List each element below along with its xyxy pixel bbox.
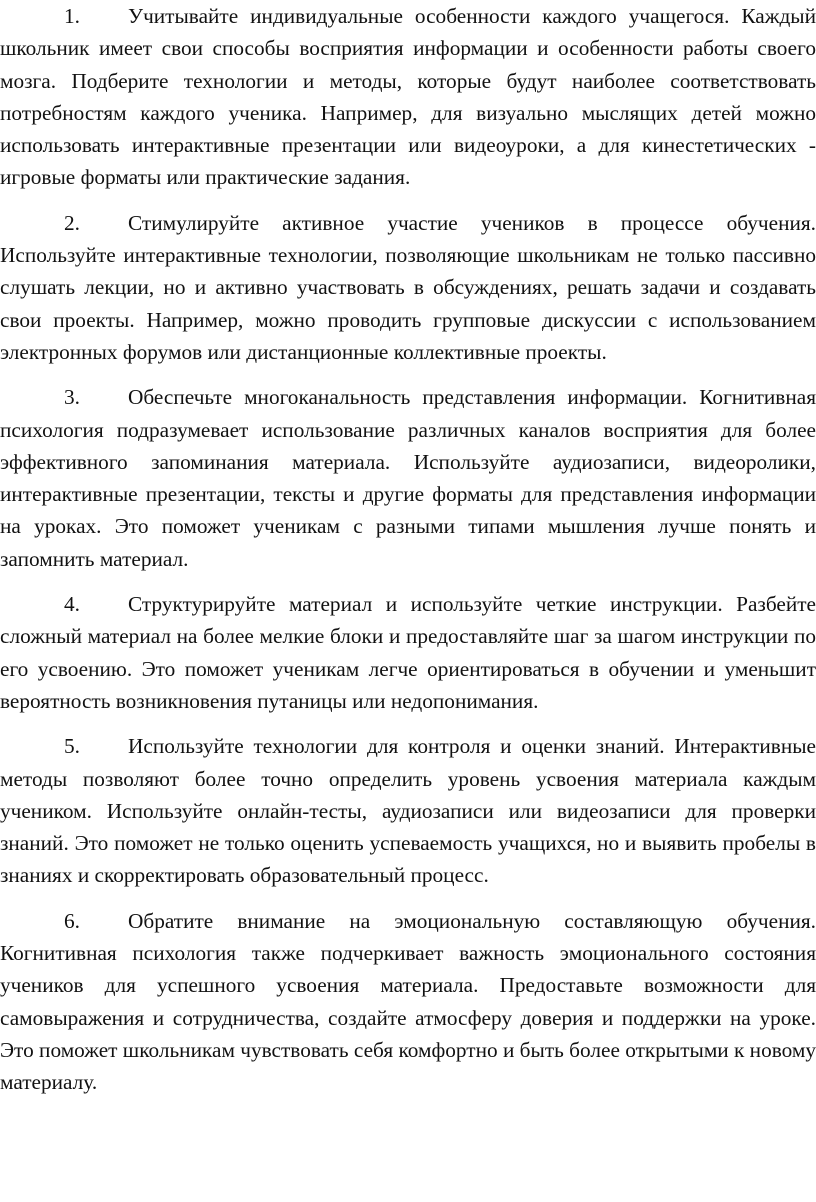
item-number: 5. [64,734,80,759]
item-text: Обратите внимание на эмоциональную составляющую обучения. Когнитивная психология также подчеркивает важность эмоционального состояния учеников для успешного усвоения материала. Предоставьте возможности для самовыражения и сотрудничества, создайте атмосферу доверия и поддержки на уроке. Это поможет школьникам чувствовать себя комфортно и быть более открытыми к новому материалу. [0,908,816,1095]
list-item-2 [0,207,816,368]
item-text: Структурируйте материал и используйте четкие инструкции. Разбейте сложный материал на более мелкие блоки и предоставляйте шаг за шагом инструкции по его усвоению. Это поможет ученикам легче ориентироваться в обучении и уменьшит вероятность возникновения путаницы или недопонимания. [0,592,816,713]
item-text: Используйте технологии для контроля и оценки знаний. Интерактивные методы позволяют более точно определить уровень усвоения материала каждым учеником. Используйте онлайн-тесты, аудиозаписи или видеозаписи для проверки знаний. Это поможет не только оценить успеваемость учащихся, но и выявить пробелы в знаниях и скорректировать образовательный процесс. [0,734,816,888]
item-number: 3. [64,385,80,410]
item-number: 6. [64,908,80,933]
list-item-1 [0,0,816,194]
list-item-5 [0,730,816,891]
item-text: Учитывайте индивидуальные особенности каждого учащегося. Каждый школьник имеет свои способы восприятия информации и особенности работы своего мозга. Подберите технологии и методы, которые будут наиболее соответствовать потребностям каждого ученика. Например, для визуально мыслящих детей можно использовать интерактивные презентации или видеоуроки, а для кинестетических - игровые форматы или практические задания. [0,4,816,190]
list-item-6 [0,905,816,1099]
item-number: 2. [64,210,80,235]
item-text: Стимулируйте активное участие учеников в процессе обучения. Используйте интерактивные технологии, позволяющие школьникам не только пассивно слушать лекции, но и активно участвовать в обсуждениях, решать задачи и создавать свои проекты. Например, можно проводить групповые дискуссии с использованием электронных форумов или дистанционные коллективные проекты. [0,210,816,364]
list-item-3 [0,381,816,575]
item-text: Обеспечьте многоканальность представления информации. Когнитивная психология подразумевает использование различных каналов восприятия для более эффективного запоминания материала. Используйте аудиозаписи, видеоролики, интерактивные презентации, тексты и другие форматы для представления информации на уроках. Это поможет ученикам с разными типами мышления лучше понять и запомнить материал. [0,385,816,571]
item-number: 4. [64,592,80,617]
item-number: 1. [64,4,80,28]
list-item-4 [0,588,816,717]
